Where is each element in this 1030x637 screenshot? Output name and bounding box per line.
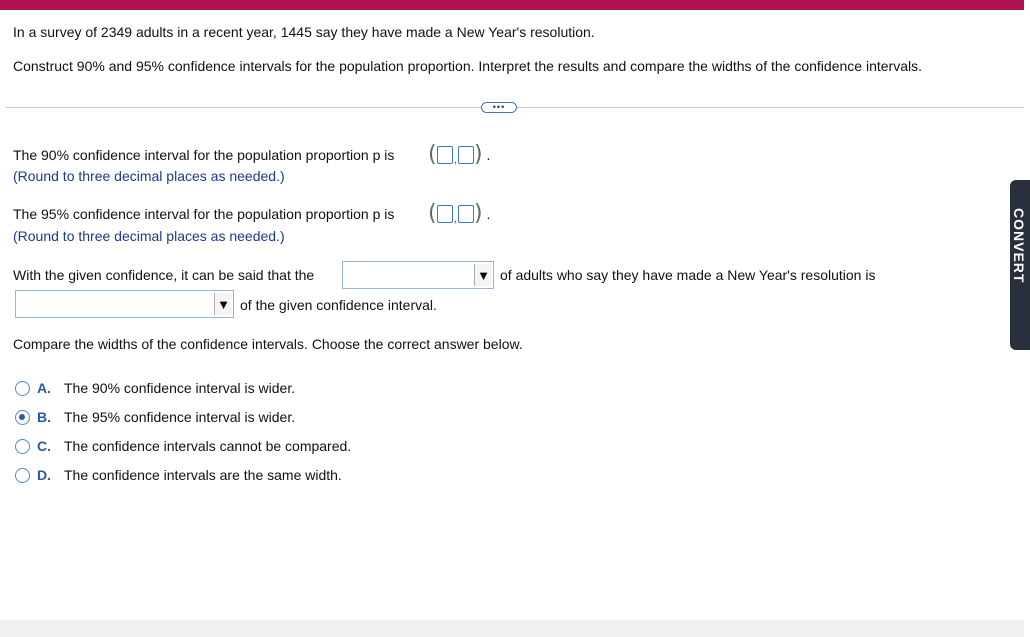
option-d-letter: D.	[37, 467, 51, 483]
question-text-line1: In a survey of 2349 adults in a recent year, 1445 say they have made a New Year's resolution.	[13, 24, 595, 40]
interpretation-prefix: With the given confidence, it can be said that the	[13, 267, 315, 283]
top-accent-bar	[0, 0, 1024, 10]
option-a-text: The 90% confidence interval is wider.	[64, 380, 296, 396]
option-d-radio[interactable]	[15, 468, 30, 483]
option-d-text: The confidence intervals are the same width.	[64, 467, 342, 483]
option-b[interactable]	[15, 409, 295, 425]
footer-bar	[0, 620, 1024, 637]
ci95-open-paren: (	[428, 201, 437, 226]
ci90-period: .	[486, 147, 491, 163]
convert-side-tab[interactable]	[1010, 180, 1030, 350]
ci90-comma: ,	[453, 152, 457, 166]
ci90-label: The 90% confidence interval for the population proportion p is	[13, 147, 395, 163]
option-b-letter: B.	[37, 409, 51, 425]
chevron-down-icon: ▼	[214, 293, 232, 315]
option-a-radio[interactable]	[15, 381, 30, 396]
compare-prompt: Compare the widths of the confidence intervals. Choose the correct answer below.	[13, 336, 523, 352]
option-b-radio[interactable]	[15, 410, 30, 425]
interpretation-middle: of adults who say they have made a New Year's resolution is	[500, 267, 876, 283]
interval-relation-dropdown[interactable]	[15, 290, 234, 318]
ci90-upper-input[interactable]	[458, 146, 474, 164]
ci95-comma: ,	[453, 211, 457, 225]
question-text-line2: Construct 90% and 95% confidence intervals for the population proportion. Interpret the results and compare the widths of the confidence intervals.	[13, 58, 922, 74]
chevron-down-icon: ▼	[474, 264, 492, 286]
ci95-close-paren: )	[473, 201, 483, 226]
option-a[interactable]	[15, 380, 295, 396]
ci90-lower-input[interactable]	[437, 146, 453, 164]
option-c[interactable]	[15, 438, 351, 454]
ci95-upper-input[interactable]	[458, 205, 474, 223]
convert-tab-label: CONVERT	[1011, 208, 1027, 284]
ci95-lower-input[interactable]	[437, 205, 453, 223]
option-c-radio[interactable]	[15, 439, 30, 454]
ci90-close-paren: )	[473, 142, 483, 167]
option-b-text: The 95% confidence interval is wider.	[64, 409, 296, 425]
option-d[interactable]	[15, 467, 342, 483]
ci95-rounding-hint: (Round to three decimal places as needed.)	[13, 228, 285, 244]
ci90-open-paren: (	[428, 142, 437, 167]
ci95-interval	[428, 203, 490, 225]
option-c-letter: C.	[37, 438, 51, 454]
ci95-period: .	[486, 206, 491, 222]
parameter-dropdown[interactable]	[342, 261, 494, 289]
ci90-interval	[428, 144, 490, 166]
option-a-letter: A.	[37, 380, 51, 396]
interpretation-suffix: of the given confidence interval.	[240, 297, 437, 313]
ci90-rounding-hint: (Round to three decimal places as needed.)	[13, 168, 285, 184]
ci95-label: The 95% confidence interval for the population proportion p is	[13, 206, 395, 222]
more-options-button[interactable]: •••	[481, 102, 517, 113]
option-c-text: The confidence intervals cannot be compared.	[64, 438, 352, 454]
